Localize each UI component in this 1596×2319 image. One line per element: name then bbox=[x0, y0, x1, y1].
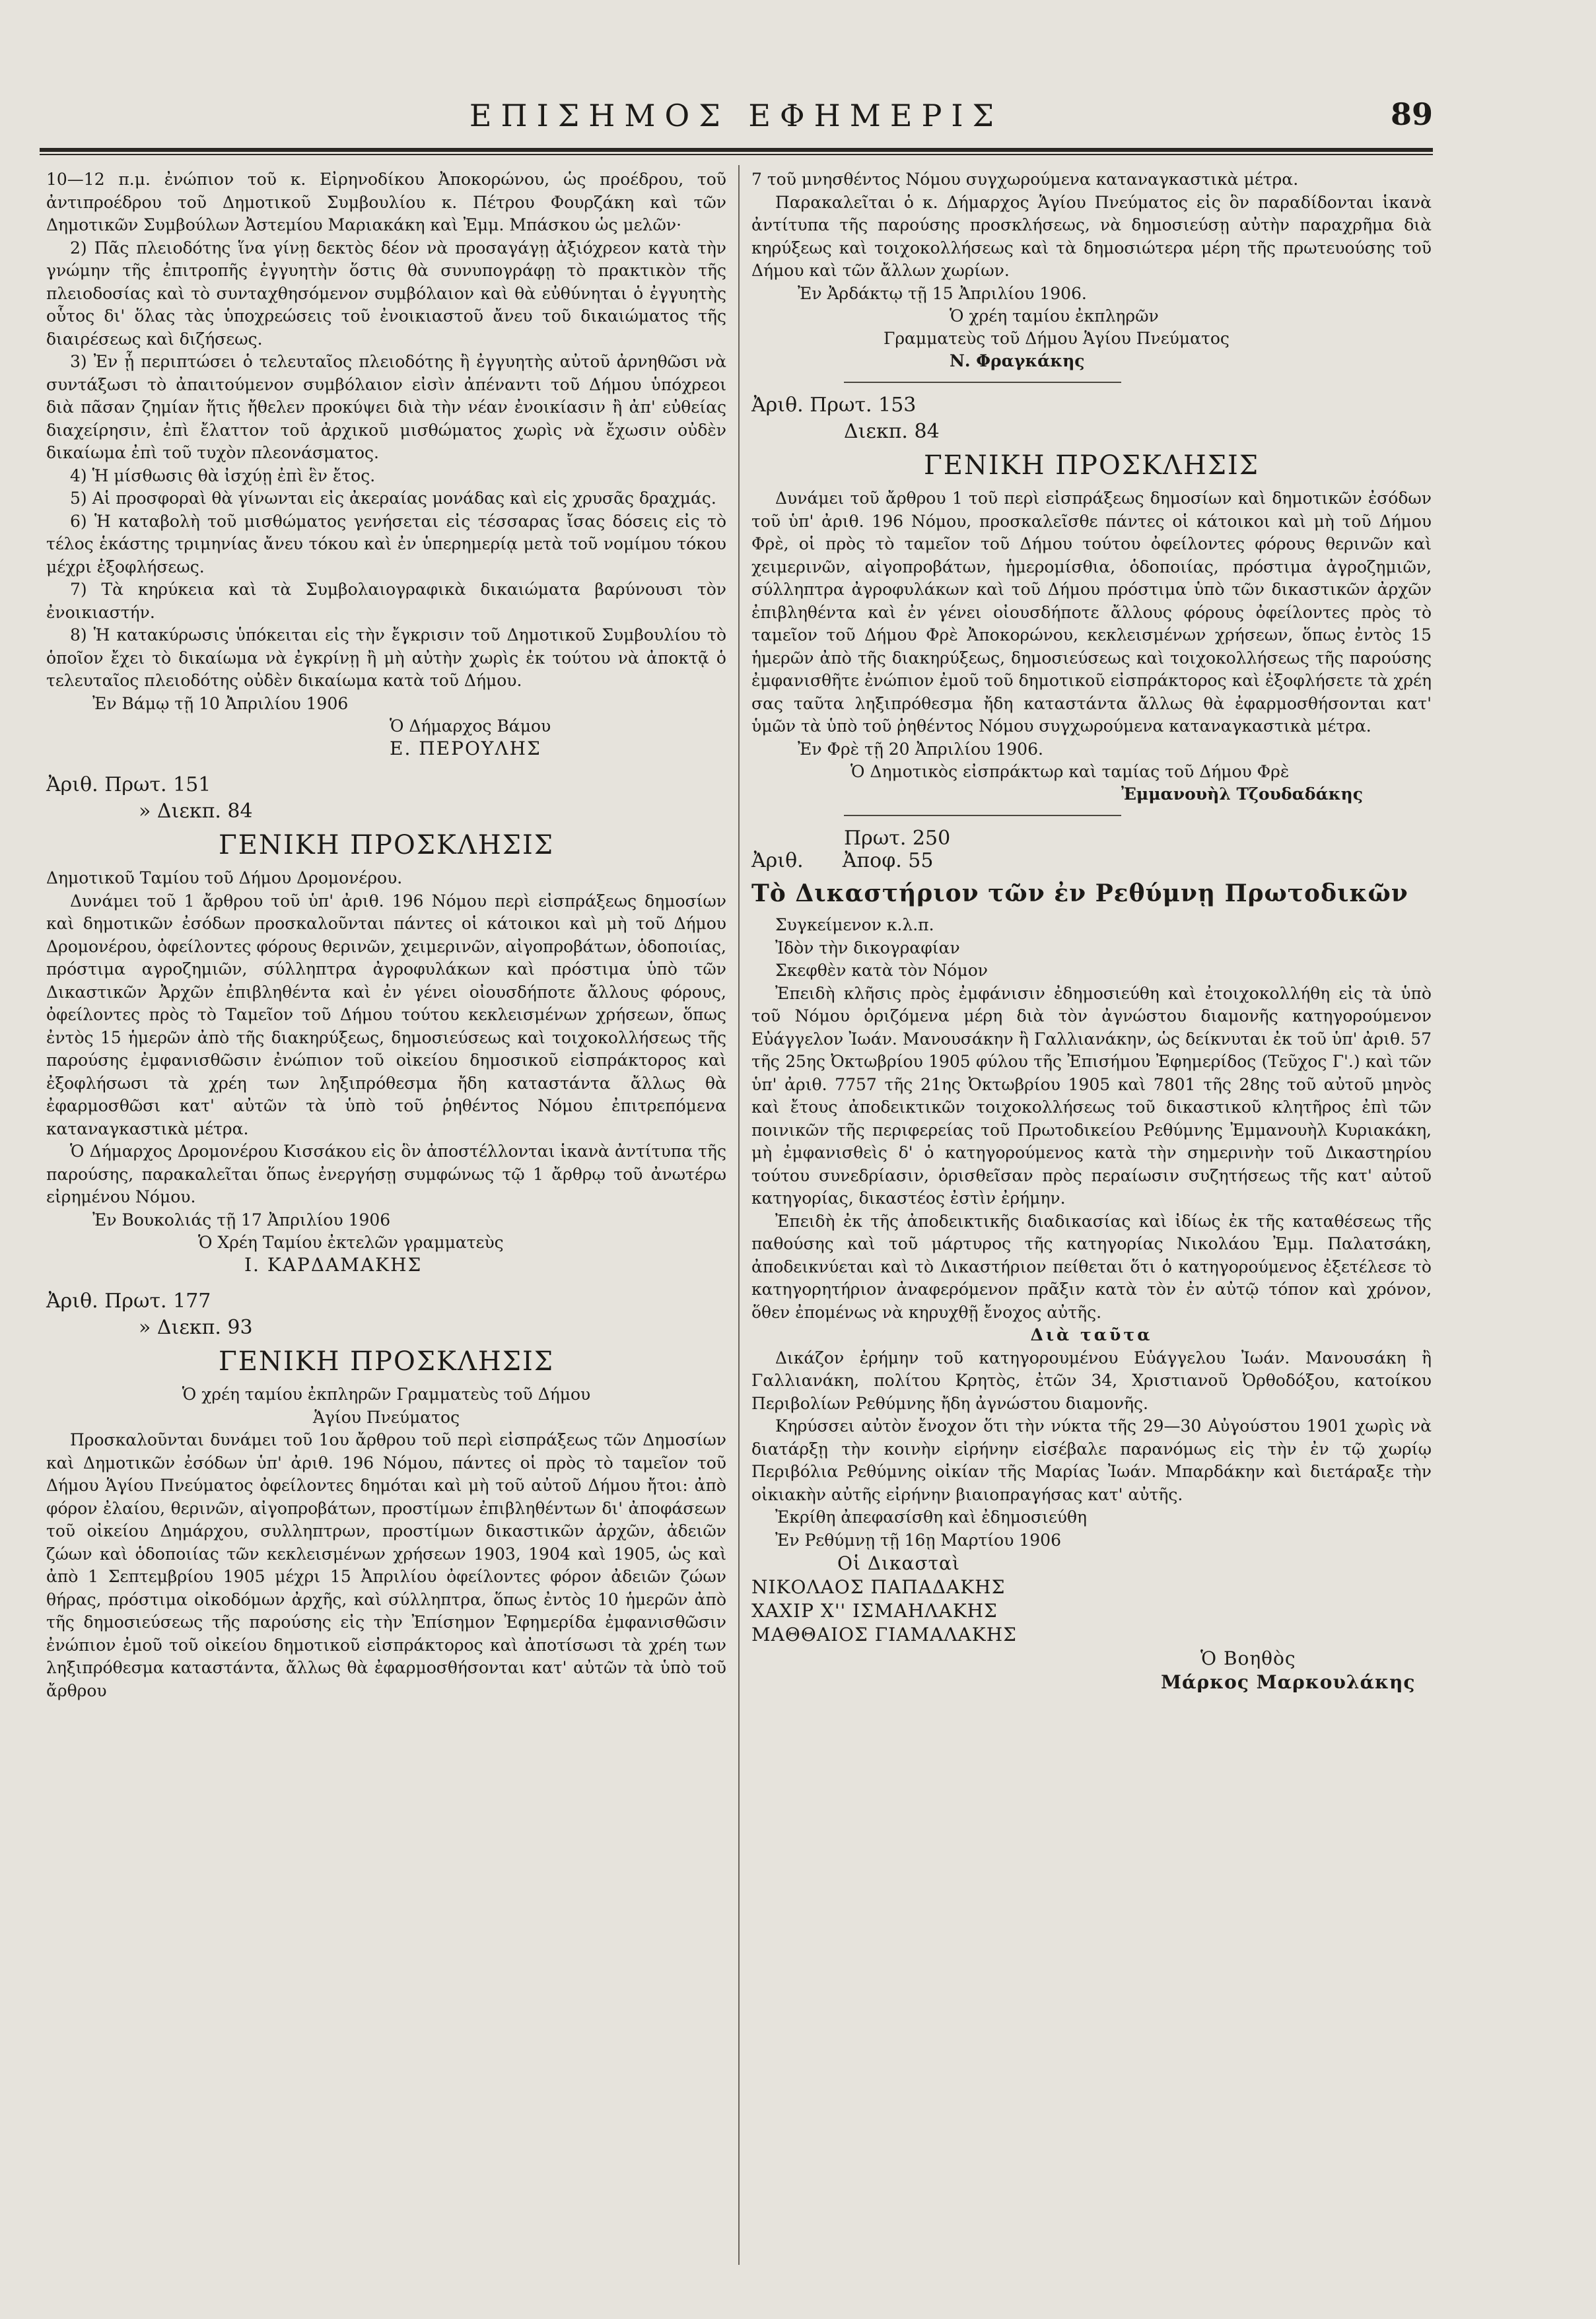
newspaper-title: ΕΠΙΣΗΜΟΣ ΕΦΗΜΕΡΙΣ bbox=[469, 98, 1004, 133]
judge-1: ΝΙΚΟΛΑΟΣ ΠΑΠΑΔΑΚΗΣ bbox=[751, 1576, 1006, 1598]
continued-text-2: Παρακαλεῖται ὁ κ. Δήμαρχος Ἁγίου Πνεύματος εἰς ὃν παραδίδονται ἱκανὰ ἀντίτυπα τῆς παρούσης προσκλήσεως, νὰ δημοσιεύσῃ αὐτὴν παραχρῆμα διὰ κηρύξεως καὶ τοιχοκολλήσεως καὶ τὰ δημοσιώτερα μέρη τῆς πρωτευούσης τοῦ Δήμου καὶ τῶν ἄλλων χωρίων. bbox=[751, 192, 1432, 280]
notice2-ref-protocol: Ἀριθ. Πρωτ. 177 bbox=[46, 1290, 211, 1313]
intro-date: Ἐν Βάμῳ τῇ 10 Ἀπριλίου 1906 bbox=[92, 693, 349, 713]
notice1-date: Ἐν Βουκολιάς τῇ 17 Ἀπριλίου 1906 bbox=[92, 1210, 391, 1229]
intro-para-3: 3) Ἐν ᾗ περιπτώσει ὁ τελευταῖος πλειοδότης ἢ ἐγγυητὴς αὐτοῦ ἀρνηθῶσι νὰ συντάξωσι τὸ ἀπαιτούμενον συμβόλαιον εἰσὶν ἀπέναντι τοῦ Δήμου ὑπόχρεοι διὰ πᾶσαν ζημίαν ἥτις ἤθελεν προκύψει διὰ τὴν νέαν ἐνοικίασιν ἢ ἀπ' εὐθείας διαχείρησιν, ἐπὶ ἔλαττον τοῦ ἀρχικοῦ μισθώματος χωρὶς νὰ ἔχωσιν οὐδὲν δικαίωμα ἐπὶ τοῦ τυχὸν πλεονάσματος. bbox=[46, 352, 726, 462]
intro-para-2: 2) Πᾶς πλειοδότης ἵνα γίνῃ δεκτὸς δέον νὰ προσαγάγῃ ἀξιόχρεον κατὰ τὴν γνώμην τῆς ἐπιτροπῆς ἐγγυητὴν ὅστις θὰ συνυπογράφῃ τὸ πρακτικὸν τῆς πλειοδοσίας καὶ τὸ συνταχθησόμενον συμβόλαιον καὶ θὰ εὐθύνηται ὁ ἐγγυητὴς οὗτος δι' ὅλας τὰς ὑποχρεώσεις τοῦ ἐνοικιαστοῦ ἄνευ τοῦ δικαιώματος τῆς διαιρέσεως καὶ διζήσεως. bbox=[46, 238, 726, 349]
judges-block bbox=[751, 1552, 1432, 1694]
notice4-body-5: Ἐκρίθη ἀπεφασίσθη καὶ ἐδημοσιεύθη bbox=[775, 1507, 1088, 1527]
notice4-body-2: Ἐπειδὴ ἐκ τῆς ἀποδεικτικῆς διαδικασίας καὶ ἰδίως ἐκ τῆς καταθέσεως τῆς παθούσης καὶ τοῦ μάρτυρος τῆς κατηγορίας Νικολάου Ἐμμ. Παλατσάκη, ἀποδεικνύεται καὶ τὸ Δικαστήριον πείθεται ὅτι ὁ κατηγορούμενος ἐξετέλεσε τὸ κατηγορητήριον ἀναφερόμενον πρᾶξιν κατὰ τὸν ἐν αὐτῷ τόπον καὶ χρόνον, ὅθεν ἐπομένως νὰ κηρυχθῇ ἔνοχος αὐτῆς. bbox=[751, 1211, 1432, 1322]
judge-3: ΜΑΘΘΑΙΟΣ ΓΙΑΜΑΛΑΚΗΣ bbox=[751, 1624, 1017, 1645]
notice3-signature-name: Ἐμμανουὴλ Τζουδαδάκης bbox=[1121, 784, 1363, 804]
right-column bbox=[751, 168, 1432, 1694]
intro-para-4: 4) Ἡ μίσθωσις θὰ ἰσχύῃ ἐπὶ ἓν ἔτος. bbox=[70, 466, 376, 485]
signature-a-title: Ὁ χρέη ταμίου ἐκπληρῶν bbox=[950, 306, 1159, 326]
header-rule bbox=[40, 148, 1433, 152]
notice4-line-3: Σκεφθὲν κατὰ τὸν Νόμον bbox=[775, 961, 988, 980]
intro-para-5: 5) Αἱ προσφοραὶ θὰ γίνωνται εἰς ἀκεραίας μονάδας καὶ εἰς χρυσᾶς δραχμάς. bbox=[70, 489, 716, 508]
notice4-heading: Τὸ Δικαστήριον τῶν ἐν Ρεθύμνῃ Πρωτοδικῶν bbox=[751, 880, 1408, 907]
notice1-signature-name: Ι. ΚΑΡΔΑΜΑΚΗΣ bbox=[244, 1254, 423, 1276]
notice2-subtitle-2: Ἁγίου Πνεύματος bbox=[312, 1407, 460, 1427]
separator-rule bbox=[844, 382, 1121, 383]
signature-a-name: Ν. Φραγκάκης bbox=[950, 351, 1085, 370]
intro-para-6: 6) Ἡ καταβολὴ τοῦ μισθώματος γενήσεται εἰς τέσσαρας ἴσας δόσεις εἰς τὸ τέλος ἑκάστης τριμηνίας ἄνευ τόκου καὶ ἐν ὑπερημερίᾳ μετὰ τοῦ νομίμου τόκου μέχρι ἐξοφλήσεως. bbox=[46, 511, 726, 576]
notice1-signature-title: Ὁ Χρέη Ταμίου ἐκτελῶν γραμματεὺς bbox=[198, 1233, 504, 1252]
notice1-ref-protocol: Ἀριθ. Πρωτ. 151 bbox=[46, 773, 211, 796]
intro-para-7: 7) Τὰ κηρύκεια καὶ τὰ Συμβολαιογραφικὰ δικαιώματα βαρύνουσι τὸν ἐνοικιαστήν. bbox=[46, 580, 726, 622]
notice2-body: Προσκαλοῦνται δυνάμει τοῦ 1ου ἄρθρου τοῦ περὶ εἰσπράξεως τῶν Δημοσίων καὶ Δημοτικῶν ἐσόδων ὑπ' ἀριθ. 196 Νόμου, πάντες οἱ πρὸς τὸ ταμεῖον τοῦ Δήμου Ἁγίου Πνεύματος ὀφείλοντες δημόται καὶ μὴ τοῦ αὐτοῦ Δήμου ἤτοι: ἀπὸ φόρον ἐλαίου, θερινῶν, αἰγοπροβάτων, προστίμων ἐπιβληθέντων δι' ἀποφάσεων τοῦ οἰκείου Δημάρχου, συλληπτρων, προστίμων δικαστικῶν ἀρχῶν, ἀδειῶν ζώων καὶ ὁδοποιίας τῶν κεκλεισμένων χρήσεων 1903, 1904 καὶ 1905, ὡς καὶ ἀπὸ 1 Σεπτεμβρίου 1905 μέχρι 15 Ἀπριλίου ὀφείλοντες φόρον ἀδειῶν ζώων θήρας, πρόστιμα οἰκοδόμων ἀρχῆς, καὶ σύλληπτρα, ὅπως ἐντὸς 10 ἡμερῶν ἀπὸ τῆς δημοσιεύσεως τῆς παρούσης εἰς τὴν Ἐπίσημον Ἐφημερίδα ἐμφανισθῶσιν ἐνώπιον ἐμοῦ τοῦ οἰκείου δημοτικοῦ εἰσπράκτορος καὶ ἀποτίσωσι τὰ χρέη των ληξιπρόθεσμα καταστάντα, ἄλλως θὰ ἐφαρμοσθήσονται κατ' αὐτῶν τὰ ὑπὸ τοῦ ἄρθρου bbox=[46, 1430, 726, 1700]
continued-date: Ἐν Ἀρδάκτῳ τῇ 15 Ἀπριλίου 1906. bbox=[798, 283, 1087, 303]
notice4-ref-protocol: Πρωτ. 250 bbox=[844, 827, 951, 850]
notice3-body: Δυνάμει τοῦ ἄρθρου 1 τοῦ περὶ εἰσπράξεως δημοσίων καὶ δημοτικῶν ἐσόδων τοῦ ὑπ' ἀριθ. 196 Νόμου, προσκαλεῖσθε πάντες οἱ κάτοικοι καὶ μὴ τοῦ Δήμου Φρὲ, οἱ πρὸς τὸ ταμεῖον τοῦ Δήμου τούτου ὀφείλοντες φόρους θερινῶν καὶ χειμερινῶν, αἰγοπροβάτων, ἡμερομίσθια, ὁδοποιίας, πρόστιμα ἀγροζημιῶν, σύλληπτρα ἀγροφυλάκων καὶ τοῦ Δήμου πρόστιμα ὑπὸ τῶν δικαστικῶν ἀρχῶν ἐπιβληθέντα καὶ ἐν γένει οἰουσδήποτε ἄλλους φόρους ὀφείλοντες πρὸς τὸ ταμεῖον τοῦ Δήμου Φρὲ Ἀποκορώνου, κεκλεισμένων χρήσεων, ὅπως ἐντὸς 15 ἡμερῶν ἀπὸ τῆς διακηρύξεως, δημοσιεύσεως καὶ τοιχοκολλήσεως τῆς παρούσης ἐμφανισθῆτε ἐνώπιον ἐμοῦ τοῦ δημοτικοῦ εἰσπράκτορος καὶ ἐξοφλήσετε τὰ χρέη σας ταῦτα ληξιπρόθεσμα ἤδη καταστάντα ἄλλως θὰ ἐφαρμοσθήσονται κατ' ὑμῶν τὰ ὑπὸ τοῦ ῥηθέντος Νόμου συγχωρούμενα καταναγκαστικὰ μέτρα. bbox=[751, 489, 1432, 736]
notice1-heading: ΓΕΝΙΚΗ ΠΡΟΣΚΛΗΣΙΣ bbox=[218, 830, 555, 860]
notice4-dia-tauta: Διὰ ταῦτα bbox=[1030, 1325, 1153, 1344]
notice4-ref-decision: Ἀποφ. 55 bbox=[842, 849, 934, 872]
page-number: 89 bbox=[1390, 96, 1433, 132]
notice3-heading: ΓΕΝΙΚΗ ΠΡΟΣΚΛΗΣΙΣ bbox=[923, 450, 1260, 481]
notice4-line-1: Συγκείμενον κ.λ.π. bbox=[775, 915, 934, 934]
notice3-signature-title: Ὁ Δημοτικὸς εἰσπράκτωρ καὶ ταμίας τοῦ Δήμου Φρὲ bbox=[850, 762, 1290, 781]
assistant-name: Μάρκος Μαρκουλάκης bbox=[1161, 1671, 1416, 1693]
signature-a-role: Γραμματεὺς τοῦ Δήμου Ἁγίου Πνεύματος bbox=[884, 329, 1230, 348]
intro-signature-title: Ὁ Δήμαρχος Βάμου bbox=[390, 716, 551, 736]
page-header bbox=[40, 92, 1433, 145]
notice1-body: Δυνάμει τοῦ 1 ἄρθρου τοῦ ὑπ' ἀριθ. 196 Νόμου περὶ εἰσπράξεως δημοσίων καὶ δημοτικῶν ἐσόδων προσκαλοῦνται πάντες οἱ κάτοικοι καὶ μὴ τοῦ Δήμου Δρομονέρου, ὀφείλοντες φόρους θερινῶν, χειμερινῶν, αἰγοπροβάτων, ὁδοποιίας, πρόστιμα αγροζημιῶν, σύλληπτρα ἀγροφυλάκων καὶ πρόστιμα ὑπὸ τῶν Δικαστικῶν Ἀρχῶν ἐπιβληθέντα καὶ ἐν γένει οἰουσδήποτε ἄλλους φόρους, ὀφείλοντες πρὸς τὸ Ταμεῖον τοῦ Δήμου τούτου κεκλεισμένων χρήσεων, ὅπως ἐντὸς 15 ἡμερῶν ἀπὸ τῆς διακηρύξεως, δημοσιεύσεως καὶ τοιχοκολλήσεως τῆς παρούσης ἐμφανισθῶσιν ἐνώπιον τοῦ οἰκείου δημοσικοῦ εἰσπράκτορος καὶ ἐξοφλήσωσι τὰ χρέη των ληξιπρόθεσμα ἤδη καταστάντα ἄλλως θὰ ἐφαρμοσθῶσι κατ' αὐτῶν τὰ ὑπὸ τοῦ ῥηθέντος Νόμου ἐπιτρεπόμενα καταναγκαστικὰ μέτρα. bbox=[46, 891, 726, 1138]
notice2-heading: ΓΕΝΙΚΗ ΠΡΟΣΚΛΗΣΙΣ bbox=[218, 1346, 555, 1377]
column-divider bbox=[738, 165, 740, 2265]
notice1-ref-dispatch: » Διεκπ. 84 bbox=[139, 800, 253, 823]
notice3-ref-protocol: Ἀριθ. Πρωτ. 153 bbox=[751, 394, 917, 417]
separator-rule-2 bbox=[844, 815, 1121, 816]
header-rule-thin bbox=[40, 154, 1433, 155]
judge-2: ΧΑΧΙΡ Χ'' ΙΣΜΑΗΛΑΚΗΣ bbox=[751, 1600, 998, 1622]
notice1-subtitle: Δημοτικοῦ Ταμίου τοῦ Δήμου Δρομονέρου. bbox=[46, 868, 403, 887]
notice4-body-4: Κηρύσσει αὐτὸν ἔνοχον ὅτι τὴν νύκτα τῆς 29—30 Αὐγούστου 1901 χωρὶς νὰ διατάρξῃ τὴν κοινὴν εἰρήνην εἰσέβαλε παρανόμως εἰς τὴν ἐν τῷ χωρίῳ Περιβόλια Ρεθύμνης οἰκίαν τῆς Μαρίας Ἰωάν. Μπαρδάκην καὶ διετάραξε τὴν οἰκιακὴν αὐτῆς εἰρήνην βιαιοπραγήσας κατ' αὐτῆς. bbox=[751, 1416, 1432, 1504]
notice2-subtitle-1: Ὁ χρέη ταμίου ἐκπληρῶν Γραμματεὺς τοῦ Δήμου bbox=[182, 1385, 591, 1404]
notice4-line-2: Ἰδὸν τὴν δικογραφίαν bbox=[775, 938, 960, 957]
continued-text: 7 τοῦ μνησθέντος Νόμου συγχωρούμενα καταναγκαστικὰ μέτρα. bbox=[751, 170, 1299, 189]
intro-para-1: 10—12 π.μ. ἐνώπιον τοῦ κ. Εἰρηνοδίκου Ἀποκορώνου, ὡς προέδρου, τοῦ ἀντιπροέδρου τοῦ Δημοτικοῦ Συμβουλίου κ. Πέτρου Φουρζάκη καὶ τῶν Δημοτικῶν Συμβούλων Ἀστεμίου Μαριακάκη καὶ Ἐμμ. Μπάσκου ὡς μελῶν· bbox=[46, 170, 726, 234]
notice1-body2: Ὁ Δήμαρχος Δρομονέρου Κισσάκου εἰς ὃν ἀποστέλλονται ἱκανὰ ἀντίτυπα τῆς παρούσης, παρακαλεῖται ὅπως ἐνεργήσῃ συμφώνως τῷ 1 ἄρθρῳ τοῦ ἀνωτέρω εἰρημένου Νόμου. bbox=[46, 1142, 726, 1206]
notice3-ref-dispatch: Διεκπ. 84 bbox=[844, 420, 940, 443]
left-column bbox=[46, 168, 726, 1702]
assistant-label: Ὁ Βοηθὸς bbox=[1200, 1647, 1296, 1669]
notice4-body-3: Δικάζον ἐρήμην τοῦ κατηγορουμένου Εὐάγγελου Ἰωάν. Μανουσάκη ἢ Γαλλιανάκη, πολίτου Κρητὸς, ἐτῶν 34, Χριστιανοῦ Ὀρθοδόξου, κατοίκου Περιβολίων Ρεθύμνης ἤδη ἀγνώστου διαμονῆς. bbox=[751, 1348, 1432, 1413]
notice4-body-1: Ἐπειδὴ κλῆσις πρὸς ἐμφάνισιν ἐδημοσιεύθη καὶ ἐτοιχοκολλήθη εἰς τὰ ὑπὸ τοῦ Νόμου ὁριζόμενα μέρη διὰ τὸν ἀγνώστου διαμονῆς κατηγορούμενον Εὐάγγελον Ἰωάν. Μανουσάκην ἢ Γαλλιανάκην, ὡς δείκνυται ἐκ τοῦ ὑπ' ἀριθ. 57 τῆς 25ης Ὀκτωβρίου 1905 φύλου τῆς Ἐπισήμου Ἐφημερίδος (Τεῦχος Γ'.) καὶ τῶν ὑπ' ἀριθ. 7757 τῆς 21ης Ὀκτωβρίου 1905 καὶ 7801 τῆς 28ης τοῦ αὐτοῦ μηνὸς καὶ ἔτους ἀποδεικτικῶν τοιχοκολλήσεως τοῦ δικαστικοῦ κλητῆρος ἐπὶ τῶν ποινικῶν τῆς περιφερείας τοῦ Πρωτοδικείου Ρεθύμνης Ἐμμανουὴλ Κυριακάκη, μὴ ἐμφανισθεὶς δ' ὁ κατηγορούμενος κατὰ τὴν σημερινὴν τοῦ Δικαστηρίου τούτου συνεδρίασιν, ὁρισθεῖσαν πρὸς περαίωσιν συζητήσεως τῆς κατ' αὐτοῦ κατηγορίας, δικαστέος ἐστὶν ἐρήμην. bbox=[751, 983, 1432, 1208]
notice4-date: Ἐν Ρεθύμνῃ τῇ 16ῃ Μαρτίου 1906 bbox=[775, 1530, 1061, 1550]
notice3-date: Ἐν Φρὲ τῇ 20 Ἀπριλίου 1906. bbox=[798, 739, 1043, 759]
notice4-ref-prefix: Ἀριθ. bbox=[751, 849, 804, 872]
notice2-ref-dispatch: » Διεκπ. 93 bbox=[139, 1316, 253, 1339]
intro-signature-name: Ε. ΠΕΡΟΥΛΗΣ bbox=[390, 738, 541, 759]
intro-para-8: 8) Ἡ κατακύρωσις ὑπόκειται εἰς τὴν ἔγκρισιν τοῦ Δημοτικοῦ Συμβουλίου τὸ ὁποῖον ἔχει τὸ δικαίωμα νὰ ἐγκρίνῃ ἢ μὴ αὐτὴν χωρὶς ἐκ τούτου νὰ ἀποκτᾷ ὁ τελευταῖος πλειοδότης οὐδὲν δικαίωμα κατὰ τοῦ Δήμου. bbox=[46, 625, 726, 690]
judges-label: Οἱ Δικασταὶ bbox=[837, 1552, 960, 1574]
